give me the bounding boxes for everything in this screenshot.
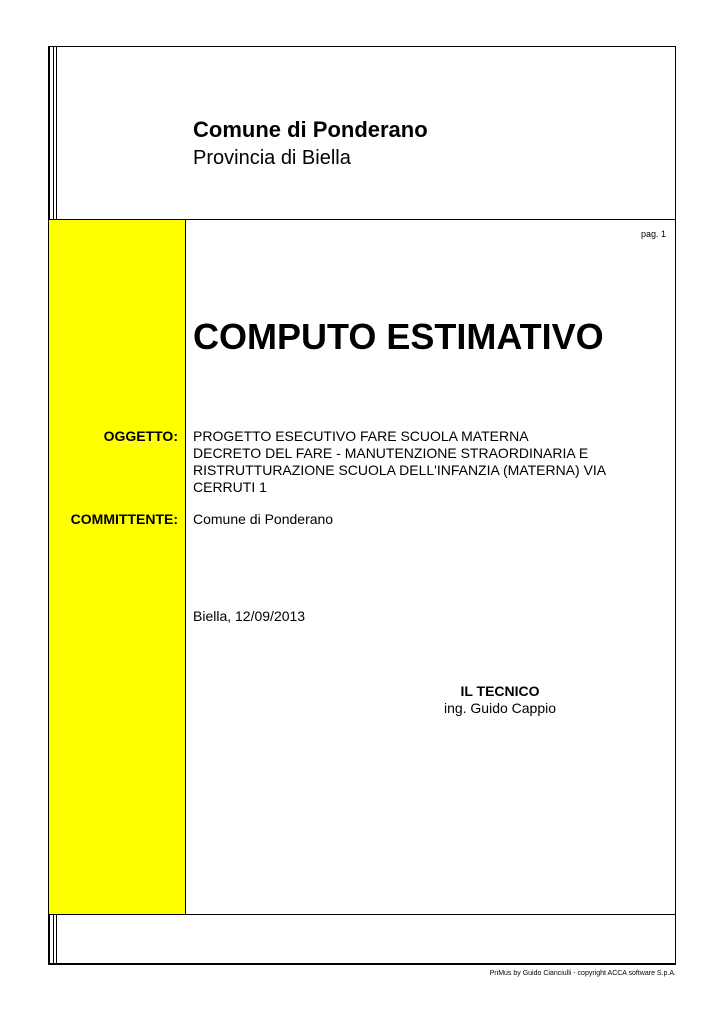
committente-value: Comune di Ponderano [193, 511, 334, 527]
oggetto-label: OGGETTO: [103, 428, 178, 444]
software-credit: PriMus by Guido Cianciulli - copyright ACCA software S.p.A. [489, 970, 676, 977]
oggetto-value [193, 428, 606, 496]
frame-bottom-border [48, 963, 676, 965]
province-name: Provincia di Biella [193, 147, 351, 169]
page-number: pag. 1 [640, 229, 666, 239]
oggetto-line: CERRUTI 1 [193, 479, 267, 495]
label-column-panel [49, 220, 186, 914]
committente-label: COMMITTENTE: [70, 511, 178, 527]
municipality-name: Comune di Ponderano [193, 117, 428, 142]
place-date: Biella, 12/09/2013 [193, 608, 306, 624]
signature-name: ing. Guido Cappio [443, 700, 557, 716]
footer-divider [48, 914, 676, 915]
document-title: COMPUTO ESTIMATIVO [193, 316, 604, 357]
oggetto-line: PROGETTO ESECUTIVO FARE SCUOLA MATERNA [193, 428, 529, 444]
oggetto-line: RISTRUTTURAZIONE SCUOLA DELL'INFANZIA (MATERNA) VIA [193, 462, 607, 478]
signature-role: IL TECNICO [460, 683, 540, 699]
oggetto-line: DECRETO DEL FARE - MANUTENZIONE STRAORDINARIA E [193, 445, 589, 461]
